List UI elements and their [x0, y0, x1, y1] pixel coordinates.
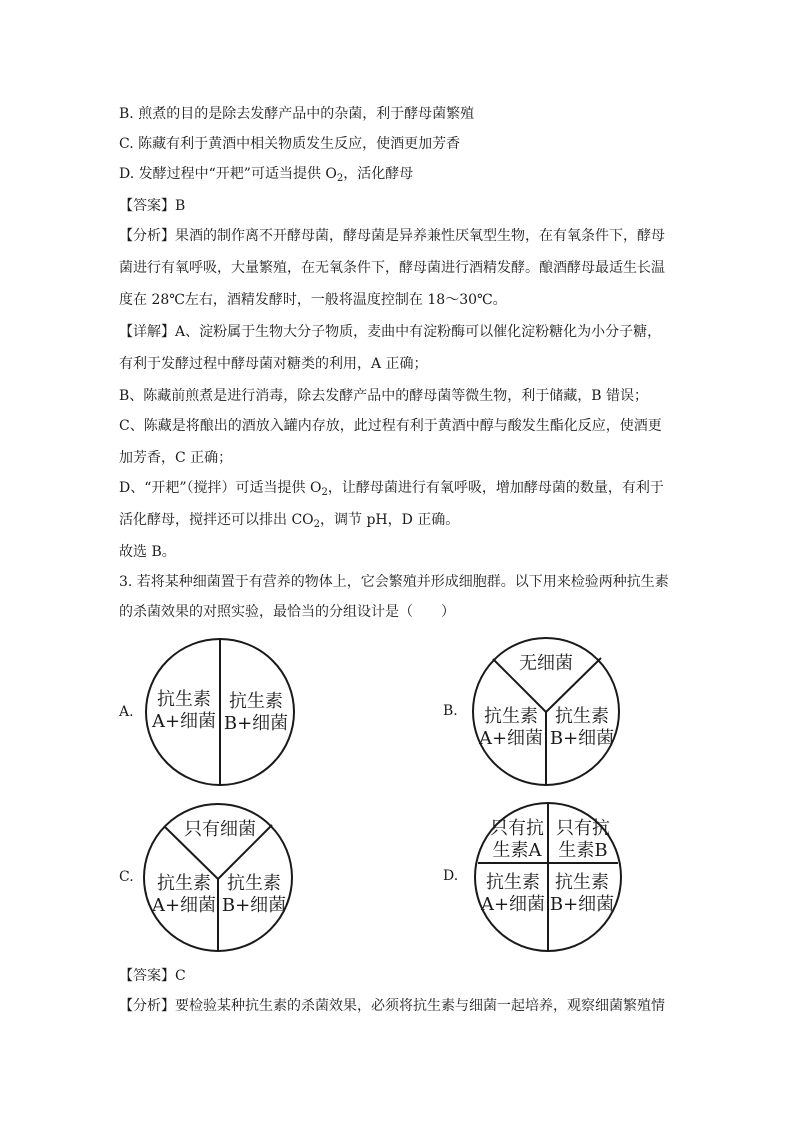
analysis-line-2: 菌进行有氧呼吸，大量繁殖，在无氧条件下，酵母菌进行酒精发酵。酿酒酵母最适生长温	[119, 260, 665, 276]
analysis-line-3: 度在 28℃左右，酒精发酵时，一般将温度控制在 18～30℃。	[119, 292, 507, 308]
dish-label: 生素A	[492, 840, 542, 861]
dish-label: 抗生素	[157, 689, 211, 710]
dish-label: 抗生素	[157, 873, 211, 894]
dish-label: A+细菌	[478, 728, 544, 749]
detail-line-7	[119, 510, 459, 530]
detail-line-1: 【详解】A、淀粉属于生物大分子物质，麦曲中有淀粉酶可以催化淀粉糖化为小分子糖，	[119, 324, 662, 340]
question-3-line-2: 的杀菌效果的对照实验，最恰当的分组设计是（ ）	[119, 604, 455, 620]
dish-label: 抗生素	[229, 691, 283, 712]
analysis-line-4: 【分析】要检验某种抗生素的杀菌效果，必须将抗生素与细菌一起培养，观察细菌繁殖情	[119, 998, 665, 1014]
answer-1: 【答案】B	[119, 198, 186, 214]
subscript: 2	[321, 487, 328, 498]
option-b-text: B. 煎煮的目的是除去发酵产品中的杂菌，利于酵母菌繁殖	[119, 106, 475, 122]
dish-label: 只有抗	[490, 818, 544, 839]
dish-label: 抗生素	[555, 872, 609, 893]
option-c-label: C.	[119, 869, 134, 885]
detail-text-part: ，调节 pH，D 正确。	[320, 512, 460, 528]
dish-label: 抗生素	[484, 706, 538, 727]
detail-line-3: B、陈藏前煎煮是进行消毒，除去发酵产品中的酵母菌等微生物，利于储藏，B 错误；	[119, 388, 649, 404]
option-c-text: C. 陈藏有利于黄酒中相关物质发生反应，使酒更加芳香	[119, 136, 461, 152]
dish-label: 无细菌	[519, 653, 573, 674]
dish-label: 生素B	[558, 840, 608, 861]
dish-label: B+细菌	[549, 728, 615, 749]
dish-label: B+细菌	[221, 895, 287, 916]
dish-label: A+细菌	[151, 895, 217, 916]
option-d-dish	[473, 801, 623, 953]
option-d-text-part: D. 发酵过程中“开耙”可适当提供 O	[119, 166, 337, 182]
detail-line-6	[119, 478, 664, 498]
option-b-dish	[471, 636, 621, 787]
analysis-line-1: 【分析】果酒的制作离不开酵母菌，酵母菌是异养兼性厌氧型生物，在有氧条件下，酵母	[119, 228, 665, 244]
detail-line-2: 有利于发酵过程中酵母菌对糖类的利用，A 正确；	[119, 356, 428, 372]
detail-text-part: ，让酵母菌进行有氧呼吸，增加酵母菌的数量，有利于	[327, 480, 664, 496]
option-a-dish	[144, 637, 296, 787]
option-d-text-part: ，活化酵母	[343, 166, 414, 182]
detail-line-5: 加芳香，C 正确；	[119, 450, 233, 466]
choose-line: 故选 B。	[119, 544, 176, 560]
detail-text-part: 活化酵母，搅拌还可以排出 CO	[119, 512, 314, 528]
dish-label: A+细菌	[480, 894, 546, 915]
option-a-label: A.	[119, 704, 134, 720]
dish-label: 抗生素	[555, 706, 609, 727]
dish-label: 抗生素	[486, 872, 540, 893]
subscript: 2	[336, 173, 344, 184]
dish-label: B+细菌	[549, 894, 615, 915]
dish-label: 抗生素	[227, 873, 281, 894]
answer-2: 【答案】C	[119, 968, 186, 984]
dish-label: B+细菌	[223, 713, 289, 734]
option-d-text	[119, 164, 413, 184]
detail-text-part: D、“开耙”（搅拌）可适当提供 O	[119, 480, 322, 496]
subscript: 2	[313, 519, 321, 530]
dish-label: 只有细菌	[184, 819, 256, 840]
option-c-dish	[142, 802, 294, 953]
question-3-line-1: 3. 若将某种细菌置于有营养的物体上，它会繁殖并形成细胞群。以下用来检验两种抗生素	[119, 574, 669, 590]
detail-line-4: C、陈藏是将酿出的酒放入罐内存放，此过程有利于黄酒中醇与酸发生酯化反应，使酒更	[119, 418, 662, 434]
dish-label: 只有抗	[556, 818, 610, 839]
option-b-label: B.	[443, 703, 458, 719]
option-d-label: D.	[443, 868, 459, 884]
dish-label: A+细菌	[151, 711, 217, 732]
